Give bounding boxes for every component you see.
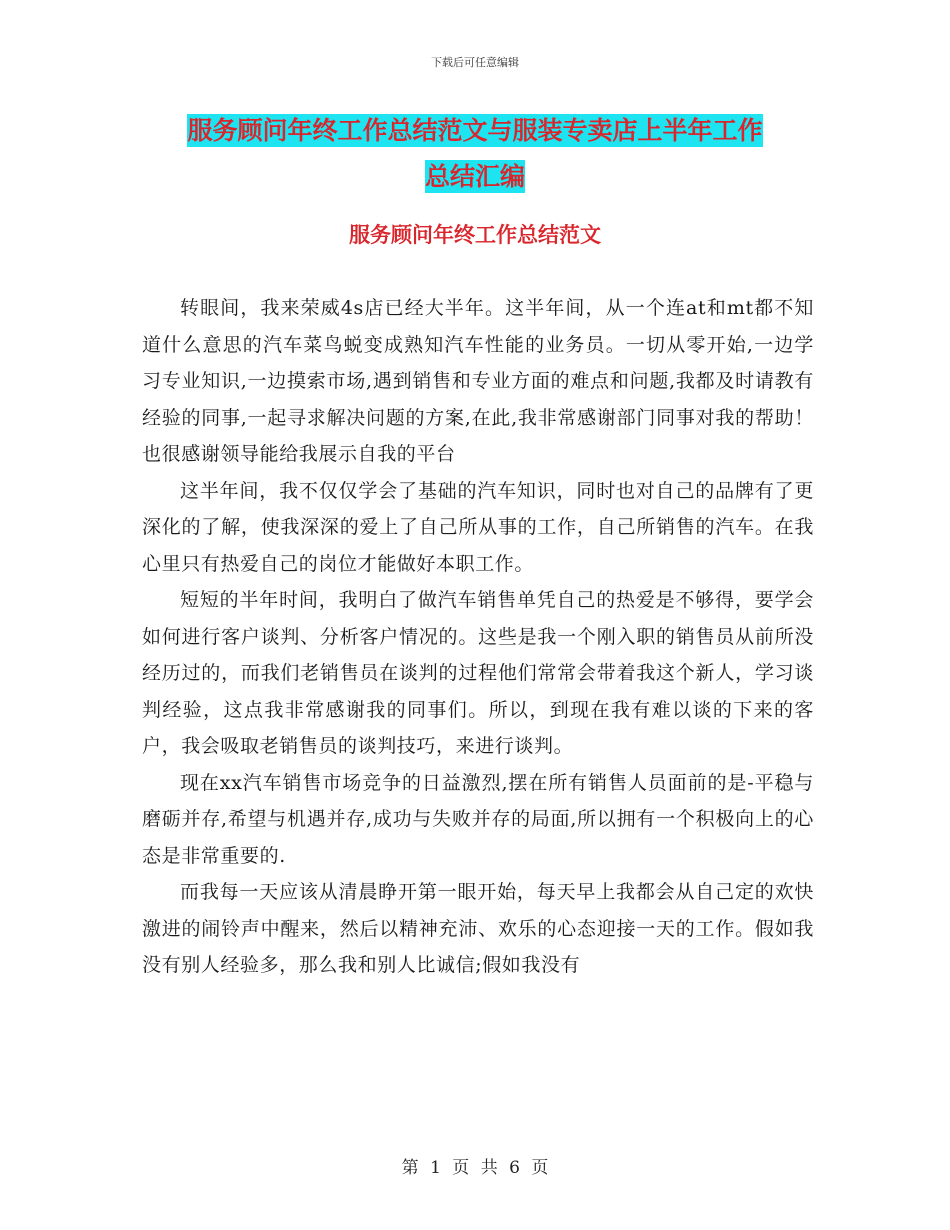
paragraph: 这半年间，我不仅仅学会了基础的汽车知识，同时也对自己的品牌有了更深化的了解，使我深深的爱上了自己所从事的工作，自己所销售的汽车。在我心里只有热爱自己的岗位才能做好本职工作。	[142, 479, 814, 575]
document-title	[140, 108, 810, 200]
document-title-line1: 服务顾问年终工作总结范文与服装专卖店上半年工作	[187, 116, 763, 145]
document-body	[142, 290, 814, 984]
section-title: 服务顾问年终工作总结范文	[349, 223, 601, 247]
paragraph: 短短的半年时间，我明白了做汽车销售单凭自己的热爱是不够得，要学会如何进行客户谈判、分析客户情况的。这些是我一个刚入职的销售员从前所没经历过的，而我们老销售员在谈判的过程他们常常会带着我这个新人，学习谈判经验，这点我非常感谢我的同事们。所以，到现在我有难以谈的下来的客户，我会吸取老销售员的谈判技巧，来进行谈判。	[142, 589, 814, 757]
paragraph: 而我每一天应该从清晨睁开第一眼开始，每天早上我都会从自己定的欢快激进的闹铃声中醒来，然后以精神充沛、欢乐的心态迎接一天的工作。假如我没有别人经验多，那么我和别人比诚信;假如我没有	[142, 881, 814, 976]
document-title-line2: 总结汇编	[424, 162, 525, 191]
page-header-note: 下载后可任意编辑	[431, 56, 519, 69]
page-number: 第 1 页 共 6 页	[401, 1158, 549, 1178]
paragraph: 现在xx汽车销售市场竞争的日益激烈,摆在所有销售人员面前的是-平稳与磨砺并存,希望与机遇并存,成功与失败并存的局面,所以拥有一个积极向上的心态是非常重要的.	[142, 771, 814, 867]
paragraph: 转眼间，我来荣威4s店已经大半年。这半年间，从一个连at和mt都不知道什么意思的汽车菜鸟蜕变成熟知汽车性能的业务员。一切从零开始,一边学习专业知识,一边摸索市场,遇到销售和专业方面的难点和问题,我都及时请教有经验的同事,一起寻求解决问题的方案,在此,我非常感谢部门同事对我的帮助！也很感谢领导能给我展示自我的平台	[142, 297, 814, 465]
